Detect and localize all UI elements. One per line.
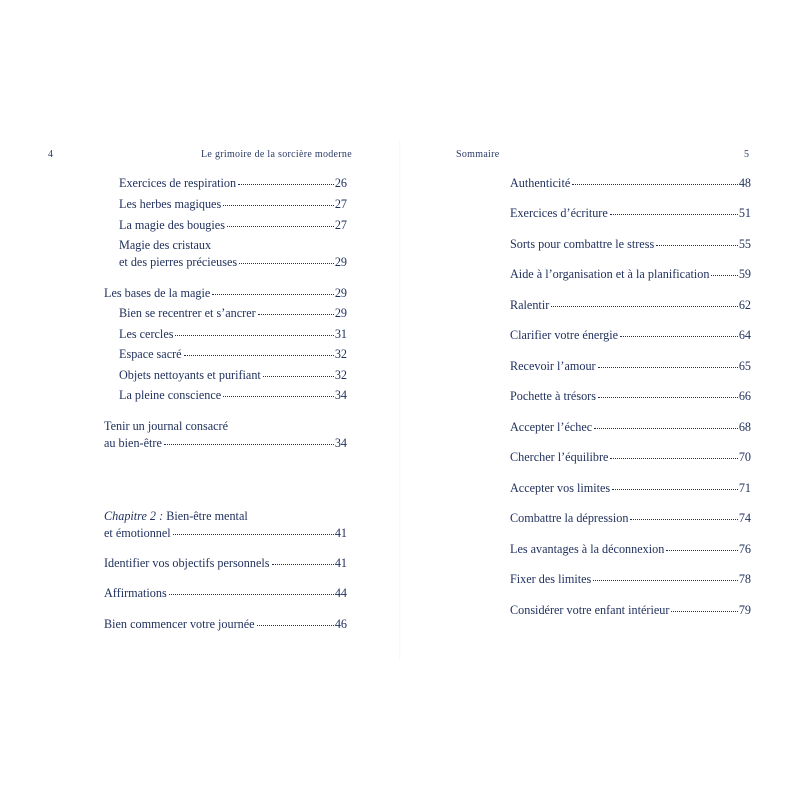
- toc-section-entry[interactable]: [510, 297, 751, 313]
- toc-leader-dots: [671, 601, 737, 612]
- toc-entry-page: 32: [334, 368, 347, 382]
- toc-entry-page: 29: [334, 306, 347, 320]
- toc-entry-label-line1: Magie des cristaux: [119, 238, 212, 252]
- toc-entry[interactable]: [119, 305, 347, 321]
- chapter-number: Chapitre 2 :: [104, 509, 164, 523]
- toc-entry-label: Combattre la dépression: [510, 511, 629, 525]
- toc-entry[interactable]: [119, 326, 347, 342]
- toc-entry-page: 71: [738, 481, 751, 495]
- toc-entry-label: Les avantages à la déconnexion: [510, 542, 665, 556]
- toc-chapter-entry[interactable]: [104, 525, 347, 541]
- toc-entry-page: 41: [334, 526, 347, 540]
- toc-leader-dots: [612, 479, 738, 490]
- toc-entry-page: 48: [738, 176, 751, 190]
- toc-section-entry[interactable]: [104, 435, 347, 451]
- toc-leader-dots: [551, 296, 738, 307]
- toc-section-entry[interactable]: [104, 555, 347, 571]
- toc-entry-page: 29: [334, 255, 347, 269]
- toc-entry-label: Exercices de respiration: [119, 176, 237, 190]
- toc-leader-dots: [184, 345, 334, 356]
- toc-section-entry[interactable]: [510, 449, 751, 465]
- toc-entry[interactable]: [119, 346, 347, 362]
- toc-entry-page: 34: [334, 436, 347, 450]
- toc-leader-dots: [223, 386, 334, 397]
- toc-entry-page: 34: [334, 388, 347, 402]
- toc-entry-label-line1: Tenir un journal consacré: [104, 419, 229, 433]
- toc-entry-page: 68: [738, 420, 751, 434]
- toc-entry-label: Clarifier votre énergie: [510, 328, 619, 342]
- toc-entry-label: Aide à l’organisation et à la planification: [510, 267, 710, 281]
- toc-entry-label: Chercher l’équilibre: [510, 450, 609, 464]
- toc-entry-page: 32: [334, 347, 347, 361]
- toc-entry-page: 74: [738, 511, 751, 525]
- toc-leader-dots: [593, 570, 738, 581]
- toc-section-entry[interactable]: [510, 358, 751, 374]
- toc-entry-label: Espace sacré: [119, 347, 182, 361]
- toc-entry[interactable]: [119, 254, 347, 270]
- left-running-head: Le grimoire de la sorcière moderne: [201, 149, 352, 160]
- toc-section-entry[interactable]: [510, 175, 751, 191]
- toc-section-entry[interactable]: [510, 205, 751, 221]
- toc-entry-page: 46: [334, 617, 347, 631]
- toc-entry-label: Bien se recentrer et s’ancrer: [119, 306, 256, 320]
- toc-leader-dots: [620, 326, 738, 337]
- toc-section-entry[interactable]: [510, 388, 751, 404]
- toc-entry-label: Recevoir l’amour: [510, 359, 596, 373]
- toc-leader-dots: [572, 174, 738, 185]
- toc-leader-dots: [594, 418, 738, 429]
- toc-section-entry[interactable]: [510, 510, 751, 526]
- toc-entry-page: 64: [738, 328, 751, 342]
- toc-entry-label: et émotionnel: [104, 526, 171, 540]
- toc-leader-dots: [169, 584, 334, 595]
- toc-entry-page: 66: [738, 389, 751, 403]
- toc-leader-dots: [223, 195, 334, 206]
- toc-entry-page: 27: [334, 218, 347, 232]
- toc-entry-label: au bien-être: [104, 436, 162, 450]
- toc-entry-page: 78: [738, 572, 751, 586]
- toc-entry-label: et des pierres précieuses: [119, 255, 238, 269]
- toc-section-entry[interactable]: [510, 327, 751, 343]
- toc-section-entry[interactable]: [510, 480, 751, 496]
- chapter-title-line1: Bien-être mental: [166, 509, 248, 523]
- toc-entry[interactable]: [119, 367, 347, 383]
- toc-entry-label: Exercices d’écriture: [510, 206, 608, 220]
- toc-entry-label: Accepter l’échec: [510, 420, 593, 434]
- page-gutter: [399, 140, 401, 660]
- toc-section-entry[interactable]: [104, 616, 347, 632]
- toc-entry-label: Pochette à trésors: [510, 389, 596, 403]
- toc-entry-label: Les cercles: [119, 327, 174, 341]
- toc-entry-label: Identifier vos objectifs personnels: [104, 556, 270, 570]
- toc-entry-label: Objets nettoyants et purifiant: [119, 368, 261, 382]
- toc-entry-page: 27: [334, 197, 347, 211]
- toc-leader-dots: [239, 253, 334, 264]
- toc-leader-dots: [164, 434, 334, 445]
- toc-leader-dots: [656, 235, 738, 246]
- toc-entry-label: Affirmations: [104, 586, 167, 600]
- toc-entry-label: La magie des bougies: [119, 218, 225, 232]
- toc-entry-page: 59: [738, 267, 751, 281]
- toc-entry-page: 31: [334, 327, 347, 341]
- toc-entry[interactable]: [119, 217, 347, 233]
- toc-leader-dots: [666, 540, 738, 551]
- toc-entry-label: Sorts pour combattre le stress: [510, 237, 655, 251]
- chapter-heading: [104, 508, 248, 524]
- toc-entry-label: Authenticité: [510, 176, 571, 190]
- toc-leader-dots: [610, 448, 737, 459]
- toc-leader-dots: [227, 216, 334, 227]
- right-section-title: Sommaire: [456, 149, 500, 160]
- toc-entry-label: Bien commencer votre journée: [104, 617, 255, 631]
- toc-section-entry[interactable]: [510, 541, 751, 557]
- toc-entry-label: Les herbes magiques: [119, 197, 222, 211]
- toc-leader-dots: [257, 615, 334, 626]
- toc-entry-label: Ralentir: [510, 298, 550, 312]
- toc-leader-dots: [212, 284, 334, 295]
- toc-entry[interactable]: [119, 175, 347, 191]
- toc-section-entry[interactable]: [104, 285, 347, 301]
- toc-entry-page: 79: [738, 603, 751, 617]
- toc-leader-dots: [272, 554, 334, 565]
- toc-leader-dots: [630, 509, 737, 520]
- toc-section-entry[interactable]: [510, 571, 751, 587]
- toc-leader-dots: [711, 265, 737, 276]
- toc-entry-page: 41: [334, 556, 347, 570]
- toc-entry-page: 65: [738, 359, 751, 373]
- toc-section-entry[interactable]: [510, 236, 751, 252]
- toc-entry-page: 51: [738, 206, 751, 220]
- toc-section-entry[interactable]: [104, 585, 347, 601]
- toc-leader-dots: [238, 174, 334, 185]
- toc-entry-label: Les bases de la magie: [104, 286, 211, 300]
- left-page-number: 4: [48, 149, 54, 160]
- toc-section-entry[interactable]: [510, 602, 751, 618]
- toc-leader-dots: [598, 387, 738, 398]
- toc-leader-dots: [263, 366, 334, 377]
- toc-entry-page: 55: [738, 237, 751, 251]
- toc-entry-page: 29: [334, 286, 347, 300]
- toc-leader-dots: [258, 304, 334, 315]
- toc-leader-dots: [173, 524, 334, 535]
- toc-entry-page: 44: [334, 586, 347, 600]
- toc-entry-page: 62: [738, 298, 751, 312]
- toc-section-entry[interactable]: [510, 419, 751, 435]
- toc-entry-page: 76: [738, 542, 751, 556]
- right-page-number: 5: [744, 149, 750, 160]
- toc-leader-dots: [610, 204, 738, 215]
- toc-entry[interactable]: [119, 387, 347, 403]
- toc-entry-label: Fixer des limites: [510, 572, 592, 586]
- toc-section-entry[interactable]: [510, 266, 751, 282]
- toc-entry-label: Accepter vos limites: [510, 481, 611, 495]
- toc-leader-dots: [598, 357, 738, 368]
- toc-entry-page: 26: [334, 176, 347, 190]
- toc-entry-page: 70: [738, 450, 751, 464]
- toc-entry-label: La pleine conscience: [119, 388, 222, 402]
- toc-leader-dots: [175, 325, 333, 336]
- toc-entry-label: Considérer votre enfant intérieur: [510, 603, 670, 617]
- toc-entry[interactable]: [119, 196, 347, 212]
